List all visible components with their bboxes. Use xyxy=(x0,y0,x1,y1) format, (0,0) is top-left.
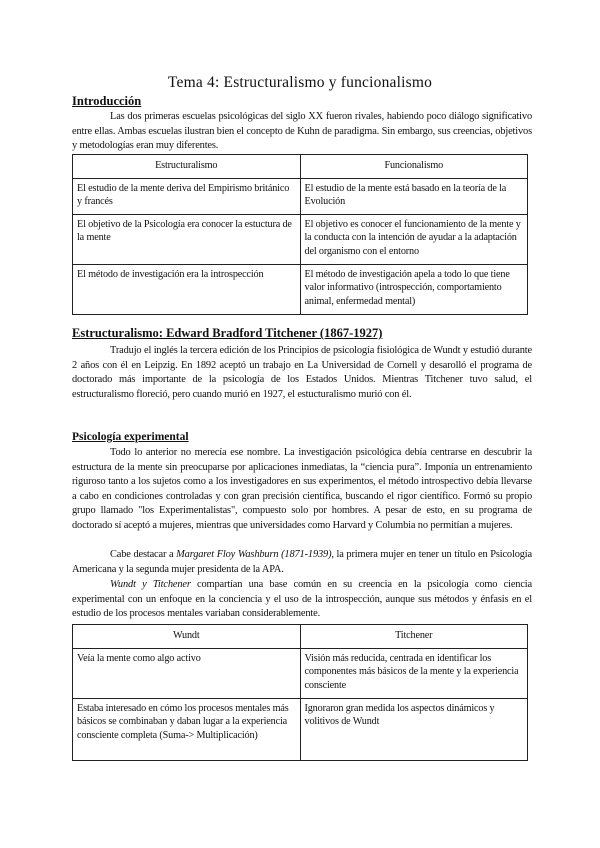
table-header-cell: Funcionalismo xyxy=(300,155,528,179)
table-header-cell: Estructuralismo xyxy=(73,155,301,179)
comparison-table-wundt-titchener xyxy=(72,624,528,761)
emphasized-name: Margaret Floy Washburn (1871-1939) xyxy=(176,549,332,560)
table-cell: Estaba interesado en cómo los procesos mentales más básicos se combinaban y daban lugar a la experiencia consciente completa (Suma-> Multiplicación) xyxy=(73,698,301,760)
table-cell: Veía la mente como algo activo xyxy=(73,648,301,698)
table-row xyxy=(73,648,528,698)
table-cell: Visión más reducida, centrada en identificar los componentes más básicos de la mente y la experiencia consciente xyxy=(300,648,528,698)
intro-paragraph: Las dos primeras escuelas psicológicas del siglo XX fueron rivales, habiendo poco diálogo significativo entre ellas. Ambas escuelas ilustran bien el concepto de Kuhn de paradigma. Sin embargo, sus creencias, objetivos y metodologías eran muy diferentes. xyxy=(72,111,532,152)
table-cell: El objetivo es conocer el funcionamiento de la mente y la conducta con la intención de ayudar a la adaptación del organismo con el entorno xyxy=(300,214,528,264)
emphasized-names: Wundt y Titchener xyxy=(110,579,191,590)
intro-heading: Introducción xyxy=(72,94,142,108)
section-paragraph-titchener: Tradujo el inglés la tercera edición de los Principios de psicología fisiológica de Wundt y estudió durante 2 años con él en Leipzig. En 1892 aceptó un trabajo en La Universidad de Cornell y desarolló el programa de doctorado más importante de la psicología de los Estados Unidos. Mientras Titchener tuvo salud, el estructuralismo floreció, pero cuando murió en 1927, el estucturalismo murió con él. xyxy=(72,345,532,400)
table-header-cell: Wundt xyxy=(73,625,301,649)
comparison-table-structuralism-functionalism xyxy=(72,154,528,315)
table-cell: El método de investigación era la introspección xyxy=(73,264,301,314)
table-row xyxy=(73,698,528,760)
table-cell: El estudio de la mente deriva del Empirismo británico y francés xyxy=(73,178,301,214)
text-run: , la primera mujer en tener un título en Psicología Americana y la segunda mujer presidenta de la APA. xyxy=(72,549,533,575)
text-run: compartían una base común en su creencia en la psicología como ciencia experimental con un enfoque en la conciencia y el uso de la introspección, aunque sus métodos y énfasis en el estudio de los procesos mentales variaban considerablemente. xyxy=(72,579,533,620)
table-header-row xyxy=(73,625,528,649)
page-title: Tema 4: Estructuralismo y funcionalismo xyxy=(167,74,433,91)
table-cell: Ignoraron gran medida los aspectos dinámicos y volitivos de Wundt xyxy=(300,698,528,760)
section-heading-titchener: Estructuralismo: Edward Bradford Titchener (1867-1927) xyxy=(72,326,383,340)
table-header-row xyxy=(73,155,528,179)
subsection-paragraph-2 xyxy=(72,548,532,577)
table-row xyxy=(73,178,528,214)
table-cell: El estudio de la mente está basado en la teoría de la Evolución xyxy=(300,178,528,214)
subsection-paragraph-3 xyxy=(72,578,532,622)
subsection-paragraph-1: Todo lo anterior no merecía ese nombre. La investigación psicológica debía centrarse en descubrir la estructura de la mente sin preocuparse por aplicaciones inmediatas, la “ciencia pura”. Imponía un entrenamiento riguroso tanto a los sujetos como a los investigadores en sus experimentos, el método introspectivo debía llevarse a cabo en condiciones controladas y con gran precisión científica, buscando el rigor científico. Formó su propio grupo llamado "los Experimentalistas", compuesto solo por hombres. A pesar de esto, en su programa de doctorado sí aceptó a mujeres, mientras que universidades como Harvard y Columbia no permitían a mujeres. xyxy=(72,447,532,531)
table-cell: El objetivo de la Psicología era conocer la estuctura de la mente xyxy=(73,214,301,264)
table-header-cell: Titchener xyxy=(300,625,528,649)
text-run: Cabe destacar a xyxy=(110,549,177,560)
table-row xyxy=(73,264,528,314)
subsection-heading: Psicología experimental xyxy=(72,431,189,443)
table-row xyxy=(73,214,528,264)
table-cell: El método de investigación apela a todo lo que tiene valor informativo (introspección, comportamiento animal, enfermedad mental) xyxy=(300,264,528,314)
